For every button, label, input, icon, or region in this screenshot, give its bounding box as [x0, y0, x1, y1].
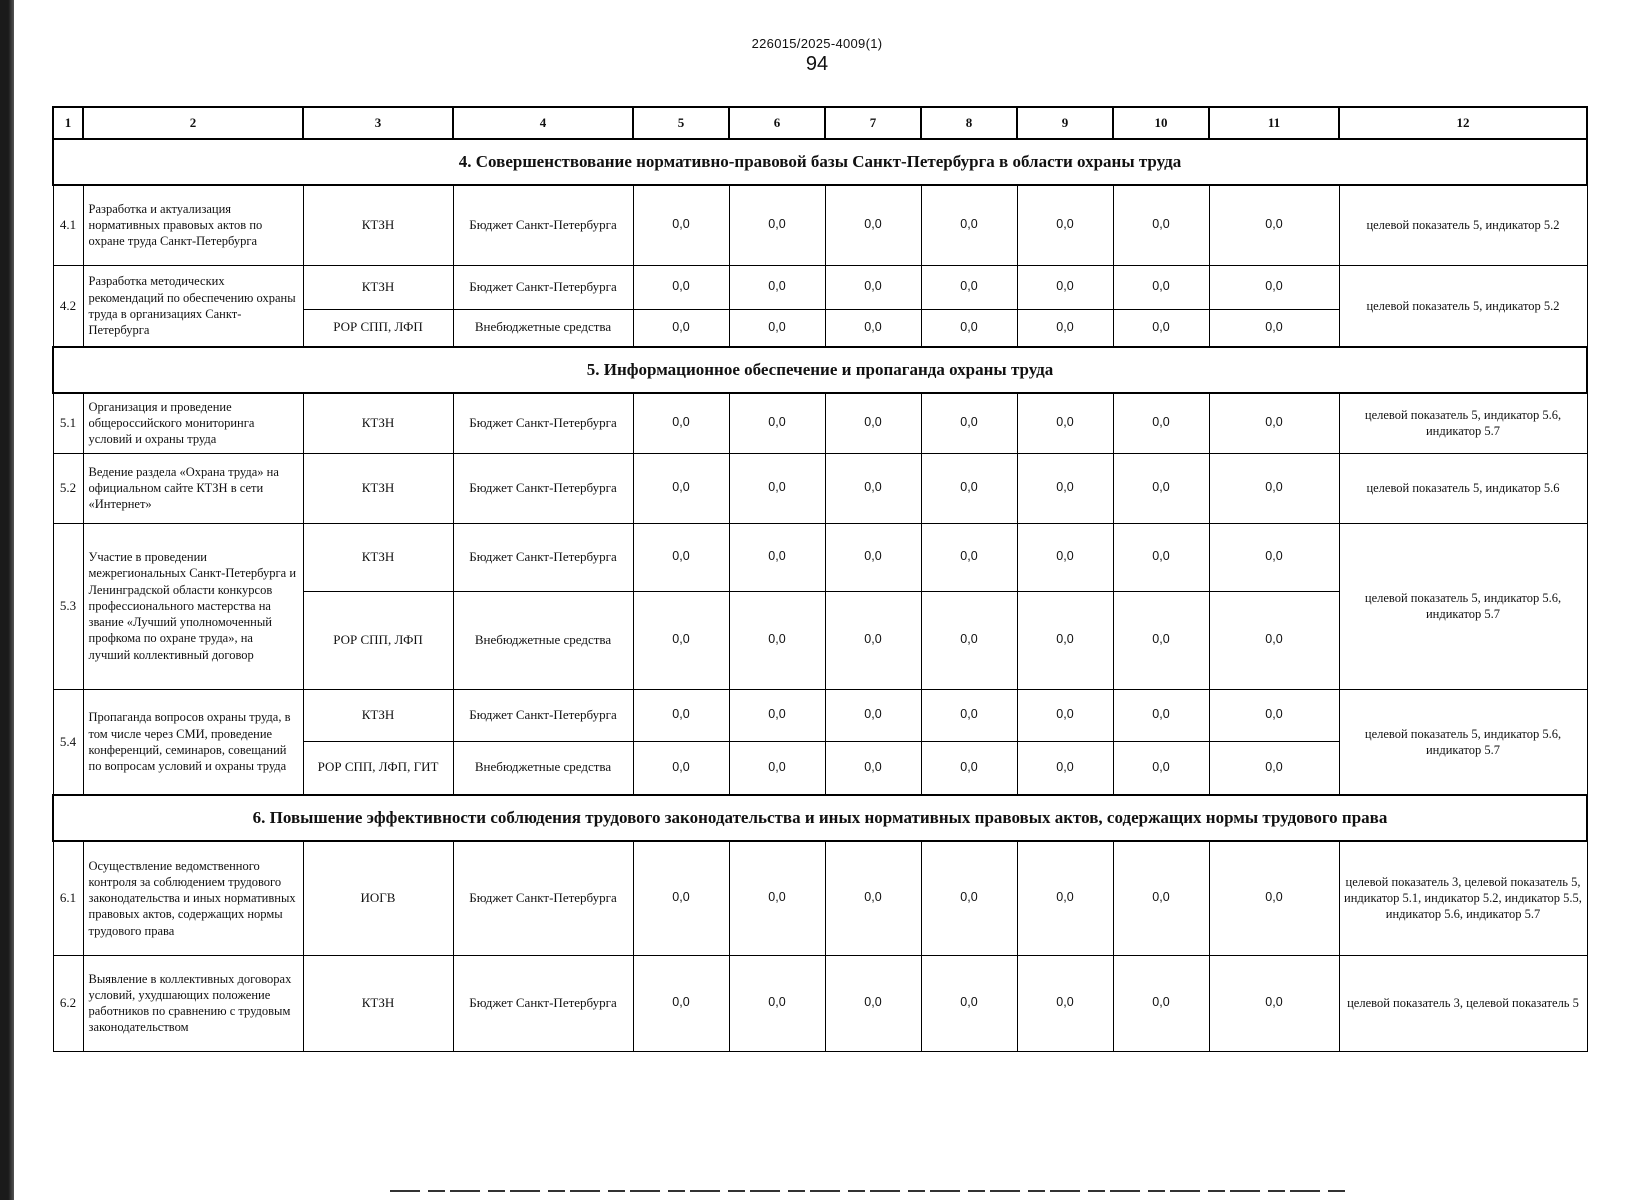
amount-cell: 0,0 [729, 185, 825, 265]
amount-cell: 0,0 [1209, 689, 1339, 741]
executor-cell: КТЗН [303, 185, 453, 265]
amount-cell: 0,0 [825, 453, 921, 523]
funding-source-cell: Бюджет Санкт-Петербурга [453, 689, 633, 741]
table-row [53, 453, 1587, 523]
table-row [53, 955, 1587, 1051]
funding-source-cell: Бюджет Санкт-Петербурга [453, 841, 633, 955]
amount-cell: 0,0 [921, 309, 1017, 347]
amount-cell: 0,0 [633, 689, 729, 741]
funding-source-cell: Внебюджетные средства [453, 309, 633, 347]
executor-cell: РОР СПП, ЛФП [303, 591, 453, 689]
section-row [53, 347, 1587, 393]
column-number: 9 [1017, 107, 1113, 139]
amount-cell: 0,0 [729, 955, 825, 1051]
indicator-cell: целевой показатель 5, индикатор 5.6 [1339, 453, 1587, 523]
amount-cell: 0,0 [1209, 591, 1339, 689]
amount-cell: 0,0 [921, 841, 1017, 955]
amount-cell: 0,0 [1113, 689, 1209, 741]
indicator-cell: целевой показатель 5, индикатор 5.6, индикатор 5.7 [1339, 393, 1587, 453]
amount-cell: 0,0 [729, 393, 825, 453]
activity-name: Организация и проведение общероссийского мониторинга условий и охраны труда [83, 393, 303, 453]
indicator-cell: целевой показатель 5, индикатор 5.6, индикатор 5.7 [1339, 523, 1587, 689]
indicator-cell: целевой показатель 5, индикатор 5.2 [1339, 265, 1587, 347]
activity-name: Ведение раздела «Охрана труда» на официальном сайте КТЗН в сети «Интернет» [83, 453, 303, 523]
amount-cell: 0,0 [1017, 689, 1113, 741]
amount-cell: 0,0 [1113, 265, 1209, 309]
activity-name: Выявление в коллективных договорах условий, ухудшающих положение работников по сравнению с трудовым законодательством [83, 955, 303, 1051]
indicator-cell: целевой показатель 5, индикатор 5.6, индикатор 5.7 [1339, 689, 1587, 795]
amount-cell: 0,0 [921, 741, 1017, 795]
amount-cell: 0,0 [1209, 453, 1339, 523]
amount-cell: 0,0 [1113, 393, 1209, 453]
page-number: 94 [805, 53, 829, 75]
executor-cell: КТЗН [303, 523, 453, 591]
column-number: 2 [83, 107, 303, 139]
amount-cell: 0,0 [633, 955, 729, 1051]
activity-name: Пропаганда вопросов охраны труда, в том числе через СМИ, проведение конференций, семинаров, совещаний по вопросам условий и охраны труда [83, 689, 303, 795]
amount-cell: 0,0 [825, 265, 921, 309]
amount-cell: 0,0 [633, 523, 729, 591]
amount-cell: 0,0 [729, 591, 825, 689]
column-number: 11 [1209, 107, 1339, 139]
table-row [53, 393, 1587, 453]
amount-cell: 0,0 [921, 185, 1017, 265]
section-title: 6. Повышение эффективности соблюдения трудового законодательства и иных нормативных правовых актов, содержащих нормы трудового права [53, 795, 1587, 841]
table-row [53, 523, 1587, 591]
amount-cell: 0,0 [825, 309, 921, 347]
row-number: 4.2 [53, 265, 83, 347]
amount-cell: 0,0 [1209, 841, 1339, 955]
amount-cell: 0,0 [633, 741, 729, 795]
amount-cell: 0,0 [1017, 309, 1113, 347]
amount-cell: 0,0 [633, 185, 729, 265]
amount-cell: 0,0 [921, 453, 1017, 523]
amount-cell: 0,0 [633, 841, 729, 955]
amount-cell: 0,0 [1209, 309, 1339, 347]
amount-cell: 0,0 [729, 523, 825, 591]
amount-cell: 0,0 [729, 841, 825, 955]
executor-cell: КТЗН [303, 265, 453, 309]
funding-source-cell: Бюджет Санкт-Петербурга [453, 265, 633, 309]
table-row [53, 185, 1587, 265]
funding-source-cell: Бюджет Санкт-Петербурга [453, 453, 633, 523]
executor-cell: КТЗН [303, 689, 453, 741]
executor-cell: КТЗН [303, 453, 453, 523]
amount-cell: 0,0 [921, 265, 1017, 309]
funding-source-cell: Бюджет Санкт-Петербурга [453, 523, 633, 591]
activity-name: Участие в проведении межрегиональных Санкт-Петербурга и Ленинградской области конкурсов профессионального мастерства на звание «Лучший уполномоченный профкома по охране труда», на лучший коллективный договор [83, 523, 303, 689]
amount-cell: 0,0 [1017, 841, 1113, 955]
executor-cell: КТЗН [303, 393, 453, 453]
column-number: 3 [303, 107, 453, 139]
amount-cell: 0,0 [1209, 185, 1339, 265]
table-row [53, 689, 1587, 741]
column-number: 7 [825, 107, 921, 139]
activity-name: Разработка методических рекомендаций по обеспечению охраны труда в организациях Санкт-Петербурга [83, 265, 303, 347]
funding-source-cell: Бюджет Санкт-Петербурга [453, 393, 633, 453]
amount-cell: 0,0 [1209, 523, 1339, 591]
amount-cell: 0,0 [825, 185, 921, 265]
amount-cell: 0,0 [729, 309, 825, 347]
amount-cell: 0,0 [825, 591, 921, 689]
amount-cell: 0,0 [1113, 453, 1209, 523]
executor-cell: ИОГВ [303, 841, 453, 955]
scan-edge [0, 0, 14, 1200]
amount-cell: 0,0 [1209, 741, 1339, 795]
section-row [53, 795, 1587, 841]
funding-source-cell: Внебюджетные средства [453, 591, 633, 689]
activity-name: Разработка и актуализация нормативных правовых актов по охране труда Санкт-Петербурга [83, 185, 303, 265]
executor-cell: КТЗН [303, 955, 453, 1051]
table-row [53, 265, 1587, 309]
column-number-row [53, 107, 1587, 139]
amount-cell: 0,0 [729, 265, 825, 309]
executor-cell: РОР СПП, ЛФП [303, 309, 453, 347]
amount-cell: 0,0 [1113, 741, 1209, 795]
row-number: 5.3 [53, 523, 83, 689]
amount-cell: 0,0 [1113, 309, 1209, 347]
amount-cell: 0,0 [825, 955, 921, 1051]
amount-cell: 0,0 [1113, 185, 1209, 265]
funding-source-cell: Бюджет Санкт-Петербурга [453, 955, 633, 1051]
amount-cell: 0,0 [633, 453, 729, 523]
amount-cell: 0,0 [1017, 523, 1113, 591]
amount-cell: 0,0 [825, 741, 921, 795]
row-number: 5.1 [53, 393, 83, 453]
activity-name: Осуществление ведомственного контроля за соблюдением трудового законодательства и иных нормативных правовых актов, содержащих нормы трудового права [83, 841, 303, 955]
section-title: 4. Совершенствование нормативно-правовой базы Санкт-Петербурга в области охраны труда [53, 139, 1587, 185]
document-id: 226015/2025-4009(1) [751, 36, 883, 51]
table-body [53, 107, 1587, 1051]
amount-cell: 0,0 [729, 741, 825, 795]
row-number: 6.1 [53, 841, 83, 955]
column-number: 8 [921, 107, 1017, 139]
amount-cell: 0,0 [1113, 955, 1209, 1051]
row-number: 5.2 [53, 453, 83, 523]
row-number: 5.4 [53, 689, 83, 795]
amount-cell: 0,0 [1017, 393, 1113, 453]
amount-cell: 0,0 [633, 393, 729, 453]
row-number: 6.2 [53, 955, 83, 1051]
amount-cell: 0,0 [921, 689, 1017, 741]
indicator-cell: целевой показатель 5, индикатор 5.2 [1339, 185, 1587, 265]
amount-cell: 0,0 [825, 689, 921, 741]
row-number: 4.1 [53, 185, 83, 265]
amount-cell: 0,0 [633, 591, 729, 689]
section-title: 5. Информационное обеспечение и пропаганда охраны труда [53, 347, 1587, 393]
amount-cell: 0,0 [729, 689, 825, 741]
amount-cell: 0,0 [825, 523, 921, 591]
amount-cell: 0,0 [921, 955, 1017, 1051]
scan-artifact-line [390, 1190, 1350, 1192]
executor-cell: РОР СПП, ЛФП, ГИТ [303, 741, 453, 795]
funding-source-cell: Бюджет Санкт-Петербурга [453, 185, 633, 265]
indicator-cell: целевой показатель 3, целевой показатель 5, индикатор 5.1, индикатор 5.2, индикатор 5.5, индикатор 5.6, индикатор 5.7 [1339, 841, 1587, 955]
amount-cell: 0,0 [921, 523, 1017, 591]
amount-cell: 0,0 [1017, 185, 1113, 265]
amount-cell: 0,0 [633, 309, 729, 347]
amount-cell: 0,0 [1209, 265, 1339, 309]
column-number: 5 [633, 107, 729, 139]
amount-cell: 0,0 [1017, 265, 1113, 309]
document-header [0, 36, 1634, 76]
amount-cell: 0,0 [1113, 523, 1209, 591]
amount-cell: 0,0 [1209, 393, 1339, 453]
amount-cell: 0,0 [825, 393, 921, 453]
funding-source-cell: Внебюджетные средства [453, 741, 633, 795]
amount-cell: 0,0 [1017, 453, 1113, 523]
amount-cell: 0,0 [1209, 955, 1339, 1051]
amount-cell: 0,0 [1113, 591, 1209, 689]
column-number: 10 [1113, 107, 1209, 139]
column-number: 12 [1339, 107, 1587, 139]
amount-cell: 0,0 [825, 841, 921, 955]
amount-cell: 0,0 [1113, 841, 1209, 955]
amount-cell: 0,0 [921, 393, 1017, 453]
program-table [52, 106, 1588, 1052]
section-row [53, 139, 1587, 185]
amount-cell: 0,0 [921, 591, 1017, 689]
column-number: 6 [729, 107, 825, 139]
amount-cell: 0,0 [729, 453, 825, 523]
table-row [53, 841, 1587, 955]
amount-cell: 0,0 [1017, 741, 1113, 795]
column-number: 1 [53, 107, 83, 139]
amount-cell: 0,0 [1017, 591, 1113, 689]
indicator-cell: целевой показатель 3, целевой показатель 5 [1339, 955, 1587, 1051]
column-number: 4 [453, 107, 633, 139]
amount-cell: 0,0 [1017, 955, 1113, 1051]
amount-cell: 0,0 [633, 265, 729, 309]
